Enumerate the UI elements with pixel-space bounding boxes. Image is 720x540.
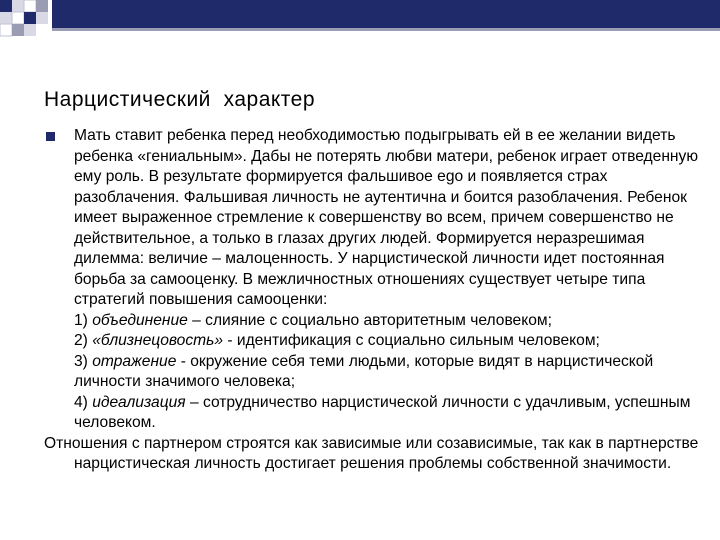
strategy-term: отражение <box>92 352 177 370</box>
strategy-term: «близнецовость» <box>92 332 224 349</box>
slide-title: Нарцистический характер <box>44 88 316 111</box>
strategy-item <box>44 393 704 434</box>
strategy-item <box>44 331 704 352</box>
bullet-paragraph <box>44 126 704 311</box>
strategy-item <box>44 311 704 332</box>
square-bullet-icon <box>46 132 55 141</box>
slide-body <box>44 126 704 475</box>
strategy-term: объединение <box>92 311 188 329</box>
strategy-term: идеализация <box>92 393 186 411</box>
strategy-description: – слияние с социально авторитетным человеком; <box>187 311 552 329</box>
strategy-description: - идентификация с социально сильным человеком; <box>223 332 600 349</box>
header-decoration <box>0 0 720 40</box>
strategy-item <box>44 352 704 393</box>
strategy-number: 4) <box>74 393 88 411</box>
bullet-text: Мать ставит ребенка перед необходимостью подыгрывать ей в ее желании видеть ребенка «гениальным». Дабы не потерять любви матери, ребенок играет отведенную ему роль. В результате формируется фальшивое ego и появляется страх разоблачения. Фальшивая личность не аутентична и боится разоблачения. Ребенок имеет выраженное стремление к совершенству во всем, причем совершенство не действительное, а только в глазах других людей. Формируется неразрешимая дилемма: величие – малоценность. У нарцистической личности идет постоянная борьба за самооценку. В межличностных отношениях существует четыре типа стратегий повышения самооценки: <box>74 127 699 308</box>
strategy-number: 3) <box>74 352 88 370</box>
closing-paragraph: Отношения с партнером строятся как зависимые или созависимые, так как в партнерстве нарцистическая личность достигает решения проблемы собственной значимости. <box>44 434 699 472</box>
strategy-description: – сотрудничество нарцистической личности с удачливым, успешным человеком. <box>74 393 691 431</box>
strategy-description: - окружение себя теми людьми, которые видят в нарцистической личности значимого человека; <box>74 352 654 390</box>
strategy-number: 1) <box>74 311 88 329</box>
strategy-number: 2) <box>74 332 88 349</box>
